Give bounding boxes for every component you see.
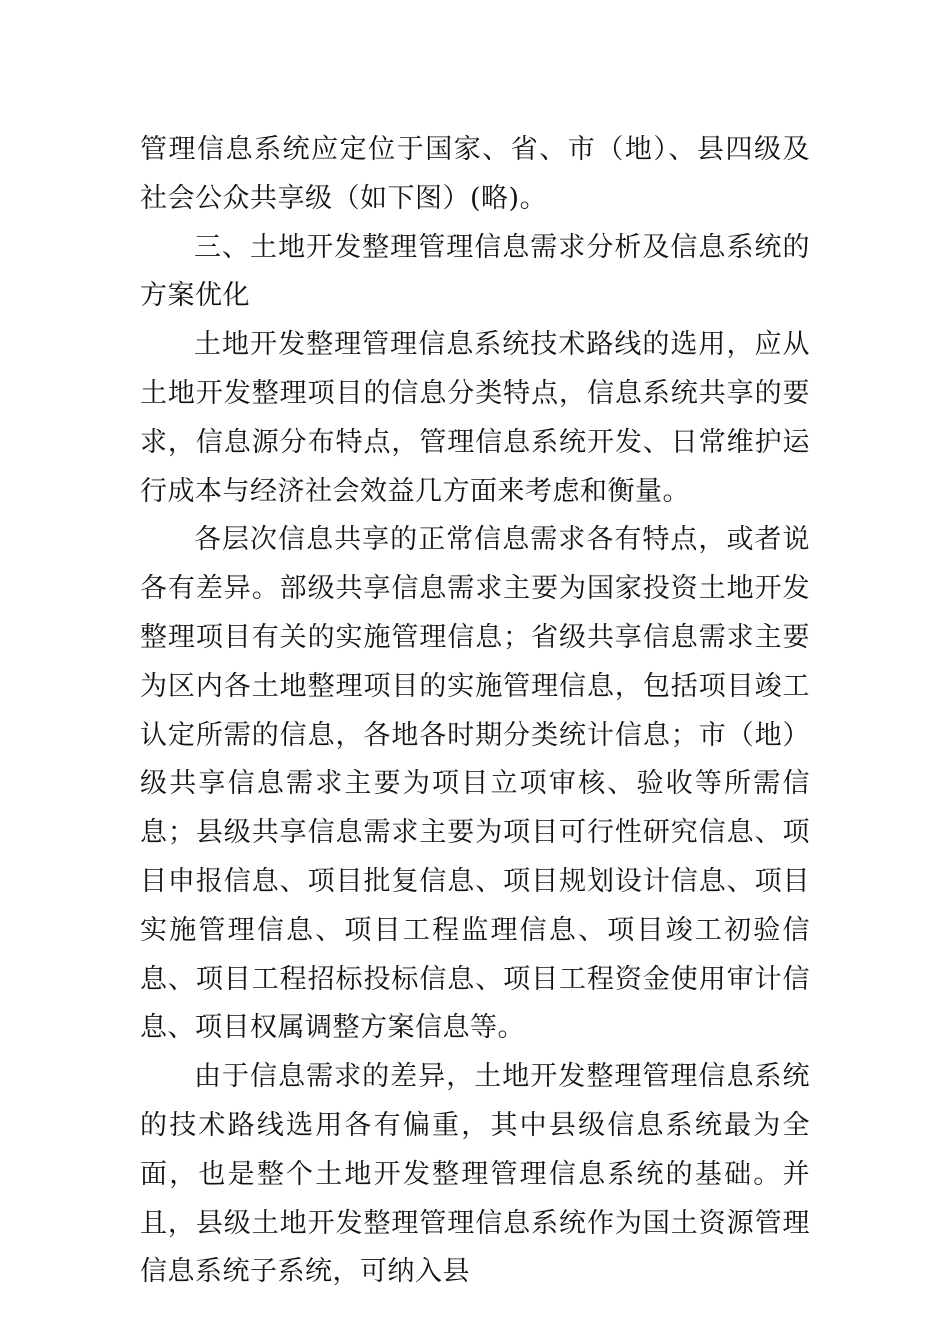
paragraph-information-needs: 各层次信息共享的正常信息需求各有特点，或者说各有差异。部级共享信息需求主要为国家投资土地开发整理项目有关的实施管理信息；省级共享信息需求主要为区内各土地整理项目的实施管理信息，包括项目竣工认定所需的信息，各地各时期分类统计信息；市（地）级共享信息需求主要为项目立项审核、验收等所需信息；县级共享信息需求主要为项目可行性研究信息、项目申报信息、项目批复信息、项目规划设计信息、项目实施管理信息、项目工程监理信息、项目竣工初验信息、项目工程招标投标信息、项目工程资金使用审计信息、项目权属调整方案信息等。 (140, 524, 810, 1044)
paragraph-continuation: 管理信息系统应定位于国家、省、市（地）、县四级及社会公众共享级（如下图）(略)。 (140, 134, 810, 214)
section-heading: 三、土地开发整理管理信息需求分析及信息系统的方案优化 (140, 231, 810, 312)
paragraph-county-system: 由于信息需求的差异，土地开发整理管理信息系统的技术路线选用各有偏重，其中县级信息系统最为全面，也是整个土地开发整理管理信息系统的基础。并且，县级土地开发整理管理信息系统作为国土资源管理信息系统子系统，可纳入县 (140, 1061, 810, 1288)
document-body (140, 126, 810, 1297)
paragraph-technical-route: 土地开发整理管理信息系统技术路线的选用，应从土地开发整理项目的信息分类特点，信息系统共享的要求，信息源分布特点，管理信息系统开发、日常维护运行成本与经济社会效益几方面来考虑和衡量。 (140, 329, 810, 507)
